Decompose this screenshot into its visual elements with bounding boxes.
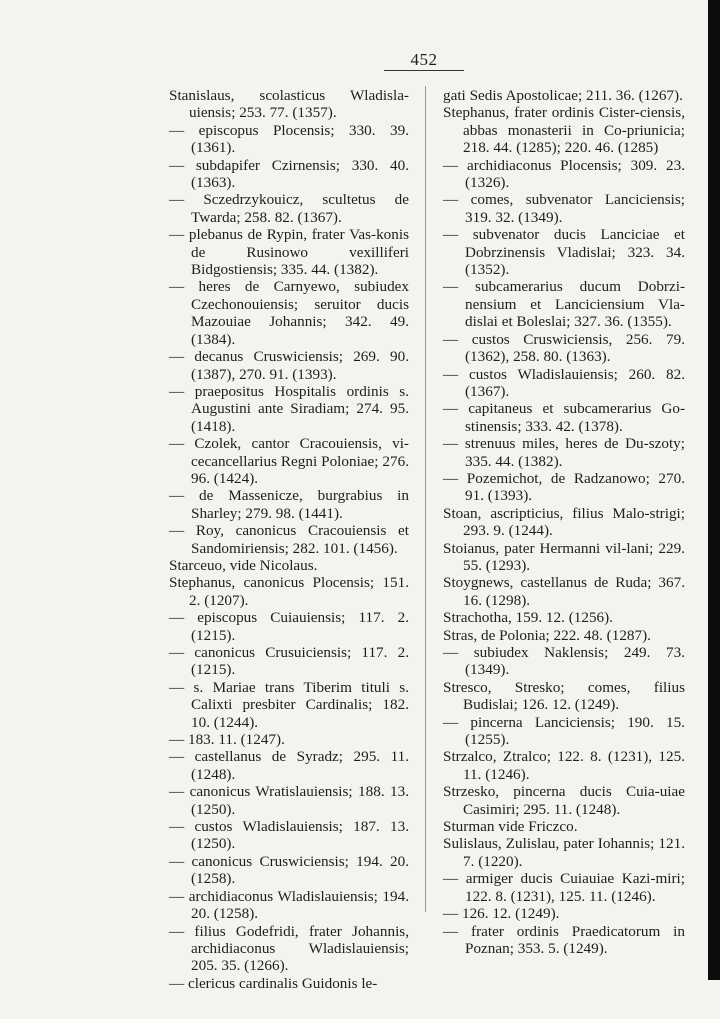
index-entry: — clericus cardinalis Guidonis le- — [169, 974, 378, 992]
index-entry: Strzesko, pincerna ducis Cuia-uiae Casimiri; 295. 11. (1248). — [443, 783, 685, 818]
index-entry: — archidiaconus Plocensis; 309. 23. (1326). — [443, 156, 685, 192]
index-entry: — armiger ducis Cuiauiae Kazi-miri; 122. 8. (1231), 125. 11. (1246). — [443, 870, 685, 905]
page-number-rule — [384, 70, 464, 71]
index-entry: — episcopus Plocensis; 330. 39. (1361). — [169, 121, 409, 157]
index-entry: Stoygnews, castellanus de Ruda; 367. 16. (1298). — [443, 574, 685, 609]
index-entry: Stephanus, frater ordinis Cister-ciensis, abbas monasterii in Co-priunicia; 218. 44. (1285); 220. 46. (1285) — [443, 104, 685, 157]
index-entry: — filius Godefridi, frater Johannis, archidiaconus Wladislauiensis; 205. 35. (1266). — [169, 922, 409, 975]
index-entry: — custos Wladislauiensis; 260. 82. (1367). — [443, 365, 685, 400]
index-entry: — subiudex Naklensis; 249. 73. (1349). — [443, 644, 685, 679]
column-divider — [425, 86, 426, 912]
index-entry: Sturman vide Friczco. — [443, 818, 578, 836]
index-entry: — subcamerarius ducum Dobrzi-nensium et Lanciciensium Vla-dislai et Boleslai; 327. 36. (1355). — [443, 278, 685, 331]
index-entry: — castellanus de Syradz; 295. 11. (1248). — [169, 748, 409, 783]
index-entry: — canonicus Cruswiciensis; 194. 20. (1258). — [169, 852, 409, 888]
index-entry: Stoan, ascripticius, filius Malo-strigi; 293. 9. (1244). — [443, 504, 685, 540]
index-entry: — plebanus de Rypin, frater Vas-konis de Rusinowo vexilliferi Bidgostiensis; 335. 44. (1382). — [169, 226, 409, 279]
index-entry: Stoianus, pater Hermanni vil-lani; 229. 55. (1293). — [443, 539, 685, 574]
index-entry: Stanislaus, scolasticus Wladisla-uiensis; 253. 77. (1357). — [169, 87, 409, 122]
index-entry: — canonicus Wratislauiensis; 188. 13. (1250). — [169, 783, 409, 818]
index-entry: — comes, subvenator Lanciciensis; 319. 32. (1349). — [443, 191, 685, 226]
page-number: 452 — [410, 50, 438, 69]
index-entry: Stresco, Stresko; comes, filius Budislai; 126. 12. (1249). — [443, 678, 685, 714]
index-entry: — Pozemichot, de Radzanowo; 270. 91. (1393). — [443, 469, 685, 505]
index-entry: — strenuus miles, heres de Du-szoty; 335. 44. (1382). — [443, 435, 685, 470]
index-entry: — custos Wladislauiensis; 187. 13. (1250). — [169, 818, 409, 853]
index-entry: Strzalco, Ztralco; 122. 8. (1231), 125. 11. (1246). — [443, 748, 685, 783]
index-entry: — 183. 11. (1247). — [169, 731, 285, 749]
index-entry: Strachotha, 159. 12. (1256). — [443, 609, 613, 627]
index-entry: Stephanus, canonicus Plocensis; 151. 2. (1207). — [169, 574, 409, 609]
index-entry: — subvenator ducis Lanciciae et Dobrzinensis Vladislai; 323. 34. (1352). — [443, 226, 685, 279]
index-entry: — s. Mariae trans Tiberim tituli s. Calixti presbiter Cardinalis; 182. 10. (1244). — [169, 678, 409, 731]
index-entry: — Sczedrzykouicz, scultetus de Twarda; 258. 82. (1367). — [169, 191, 409, 226]
index-entry: — canonicus Crusuiciensis; 117. 2. (1215). — [169, 644, 409, 679]
index-entry: Starceuo, vide Nicolaus. — [169, 556, 318, 574]
index-entry: — pincerna Lanciciensis; 190. 15. (1255). — [443, 713, 685, 749]
scan-edge-shadow — [708, 0, 720, 980]
index-entry: — de Massenicze, burgrabius in Sharley; 279. 98. (1441). — [169, 487, 409, 522]
index-entry: gati Sedis Apostolicae; 211. 36. (1267). — [443, 87, 683, 104]
index-entry: — decanus Cruswiciensis; 269. 90. (1387), 270. 91. (1393). — [169, 348, 409, 383]
index-entry: — archidiaconus Wladislauiensis; 194. 20. (1258). — [169, 887, 409, 923]
index-entry: — subdapifer Czirnensis; 330. 40. (1363). — [169, 156, 409, 192]
index-entry: — Roy, canonicus Cracouiensis et Sandomiriensis; 282. 101. (1456). — [169, 522, 409, 557]
index-entry: Sulislaus, Zulislau, pater Iohannis; 121. 7. (1220). — [443, 835, 685, 870]
index-entry: — heres de Carnyewo, subiudex Czechonouiensis; seruitor ducis Mazouiae Johannis; 342. 49. (1384). — [169, 278, 409, 348]
index-column-left — [169, 87, 409, 992]
index-entry: — 126. 12. (1249). — [443, 905, 560, 923]
index-entry: Stras, de Polonia; 222. 48. (1287). — [443, 626, 651, 644]
index-entry: — episcopus Cuiauiensis; 117. 2. (1215). — [169, 609, 409, 644]
index-entry: — frater ordinis Praedicatorum in Poznan; 353. 5. (1249). — [443, 922, 685, 957]
index-entry: — Czolek, cantor Cracouiensis, vi-cecancellarius Regni Poloniae; 276. 96. (1424). — [169, 435, 409, 487]
index-entry: — praepositus Hospitalis ordinis s. Augustini ante Siradiam; 274. 95. (1418). — [169, 382, 409, 435]
index-entry: — custos Cruswiciensis, 256. 79. (1362), 258. 80. (1363). — [443, 330, 685, 366]
index-entry: — capitaneus et subcamerarius Go-stinensis; 333. 42. (1378). — [443, 400, 685, 435]
index-column-right — [443, 87, 685, 957]
